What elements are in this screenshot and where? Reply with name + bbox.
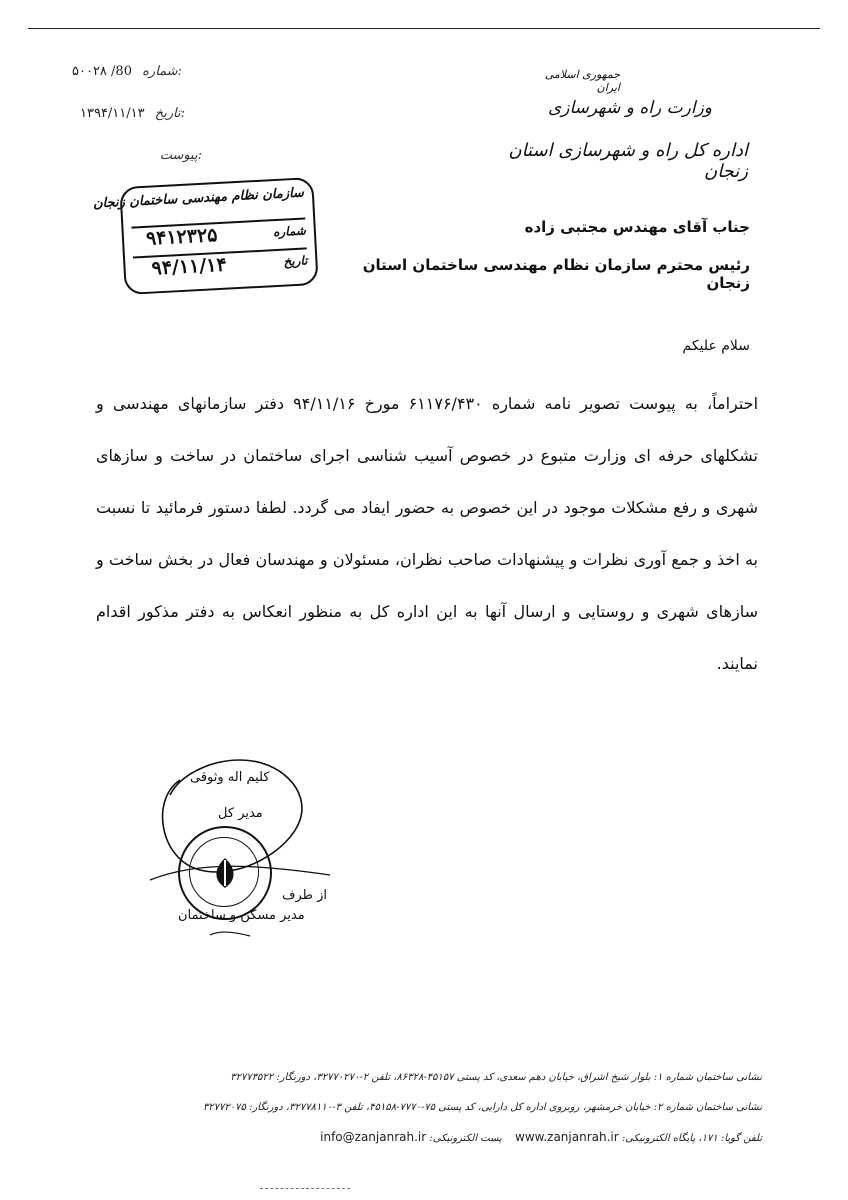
letterhead-directorate: اداره کل راه و شهرسازی استان زنجان	[508, 140, 748, 182]
footer-website-link[interactable]: www.zanjanrah.ir	[515, 1130, 619, 1144]
official-seal	[178, 826, 272, 920]
greeting: سلام علیکم	[682, 338, 750, 354]
letter-body: احتراماً، به پیوست تصویر نامه شماره ۶۱۱۷۶/۴۳۰ مورخ ۹۴/۱۱/۱۶ دفتر سازمانهای مهندسی و تشکلهای حرفه ای وزارت متبوع در خصوص آسیب شناسی اجرای ساختمان در ساخت و سازهای شهری و رفع مشکلات موجود در این خصوص به حضور ایفاد می گردد. لطفا دستور فرمائید تا نسبت به اخذ و جمع آوری نظرات و پیشنهادات صاحب نظران، مسئولان و مهندسان فعال در بخش ساخت و سازهای شهری و روستایی و ارسال آنها به این اداره کل به منظور انعکاس به دفتر مذکور اقدام نمایند.	[96, 394, 759, 673]
footer-contact	[212, 1130, 762, 1144]
letter-attachment-label: پیوست:	[159, 148, 202, 163]
letterhead-republic: جمهوری اسلامی ایران	[544, 68, 620, 94]
signatory-title: مدیر کل	[218, 806, 263, 821]
recipient-name: جناب آقای مهندس مجتبی زاده	[524, 218, 750, 236]
letter-number-value: ۵۰۰۲۸ /80	[72, 64, 132, 79]
letter-number	[72, 64, 202, 79]
letter-date-label: تاریخ:	[154, 106, 186, 121]
stamp-number-value: ۹۴۱۲۳۲۵	[145, 224, 218, 250]
recipient-title: رئیس محترم سازمان نظام مهندسی ساختمان استان زنجان	[362, 256, 750, 292]
letterhead-ministry: وزارت راه و شهرسازی	[547, 98, 712, 118]
registration-stamp	[92, 177, 318, 295]
stamp-number-label: شماره	[272, 223, 307, 240]
top-border	[28, 28, 820, 29]
footer-address-2: نشانی ساختمان شماره ۲: خیابان خرمشهر، روبروی اداره کل دارایی، کد پستی ۷۵-۷۷۷۰-۴۵۱۵۸، تلفن ۳-۳۲۷۷۸۱۱۰، دورنگار: ۳۲۷۷۲۰۷۵	[202, 1102, 762, 1113]
letter-number-label: شماره:	[142, 64, 182, 79]
footer-email-link[interactable]: info@zanjanrah.ir	[320, 1130, 427, 1144]
stamp-date-value: ۹۴/۱۱/۱۴	[151, 253, 228, 280]
footer-contact-prefix: تلفن گویا: ۱۷۱، پایگاه الکترونیکی:	[621, 1133, 762, 1144]
on-behalf-label: از طرف	[282, 888, 328, 903]
stamp-org: سازمان نظام مهندسی ساختمان زنجان	[92, 185, 305, 212]
bottom-dashed-line	[260, 1188, 350, 1189]
footer-email-label: پست الکترونیکی:	[429, 1133, 502, 1144]
signatory-name: کلیم اله وثوقی	[190, 770, 270, 785]
footer-address-1: نشانی ساختمان شماره ۱: بلوار شیخ اشراق، خیابان دهم سعدی، کد پستی ۴۵۱۵۷-۸۶۳۲۸، تلفن ۲-۳۲۷۷۰۲۷۰، دورنگار: ۳۲۷۷۳۵۲۲	[230, 1072, 762, 1083]
deputy-title: مدیر مسکن و ساختمان	[178, 908, 305, 923]
letter-date	[80, 106, 202, 121]
stamp-date-label: تاریخ	[283, 253, 308, 269]
letter-date-value: ۱۳۹۴/۱۱/۱۳	[80, 106, 145, 121]
letter-attachment	[150, 148, 202, 163]
